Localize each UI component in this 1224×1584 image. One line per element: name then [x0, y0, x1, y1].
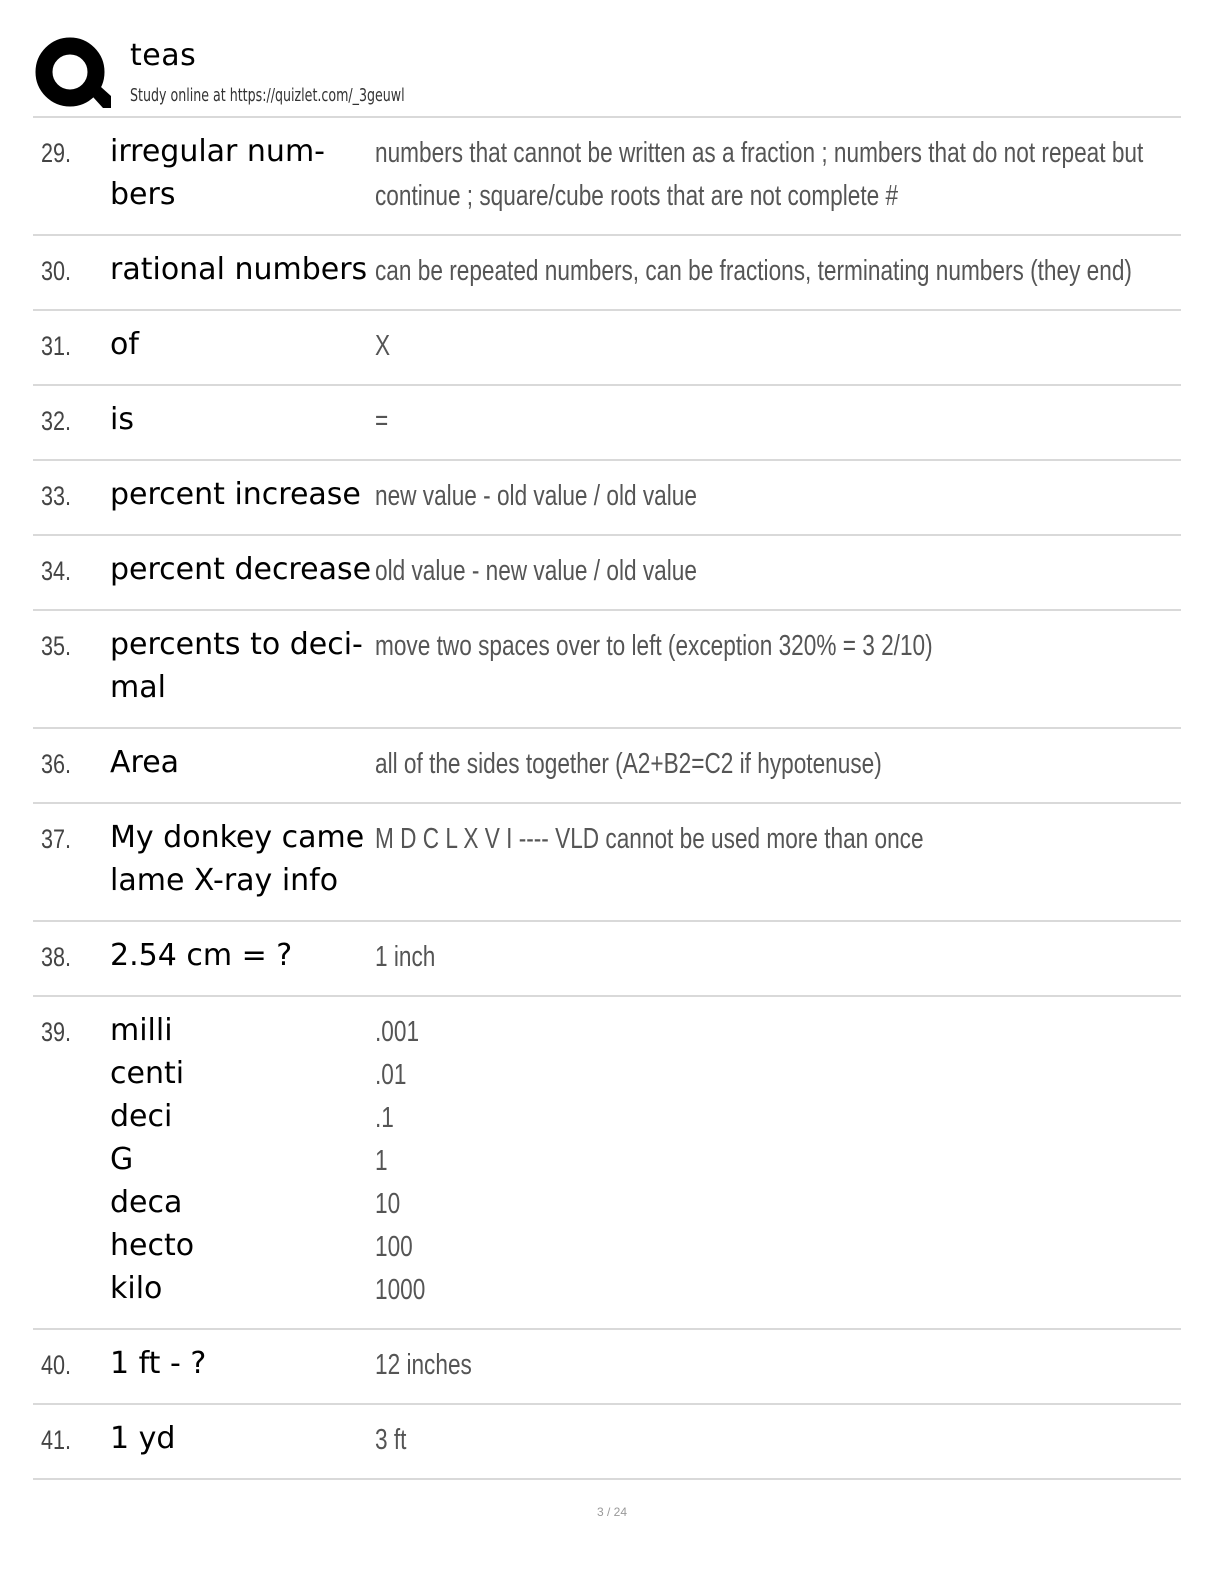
definition-line: =	[375, 405, 389, 437]
term-line: of	[110, 327, 139, 362]
card-definition	[375, 475, 1155, 518]
term-line: is	[110, 402, 134, 437]
flashcard-row	[33, 611, 1181, 729]
deck-title: teas	[130, 38, 197, 73]
flashcard-row	[33, 1330, 1181, 1405]
term-line: 1 ft - ?	[110, 1346, 207, 1381]
card-number: 39.	[41, 1017, 72, 1047]
term-line: milli	[110, 1013, 173, 1048]
term-line: Area	[110, 745, 180, 780]
card-definition	[375, 325, 1155, 368]
flashcard-row	[33, 236, 1181, 311]
term-line: rational numbers	[110, 252, 368, 287]
term-line: mal	[110, 670, 166, 705]
card-definition	[375, 132, 1155, 218]
study-online-link[interactable]: Study online at https://quizlet.com/_3geuwl	[130, 85, 405, 106]
card-definition	[375, 1011, 1155, 1312]
card-definition	[375, 250, 1155, 293]
flashcard-row	[33, 997, 1181, 1330]
card-definition	[375, 1419, 1155, 1462]
term-line: centi	[110, 1056, 185, 1091]
card-term	[110, 130, 368, 216]
card-number: 41.	[41, 1425, 72, 1455]
flashcard-row	[33, 1405, 1181, 1480]
definition-line: numbers that cannot be written as a fraction ; numbers that do not repeat but	[375, 137, 1144, 169]
term-line: G	[110, 1142, 134, 1177]
term-line: bers	[110, 177, 176, 212]
flashcard-row	[33, 386, 1181, 461]
flashcard-row	[33, 804, 1181, 922]
term-line: My donkey came	[110, 820, 365, 855]
definition-line: 3 ft	[375, 1424, 407, 1456]
definition-line: 1 inch	[375, 941, 436, 973]
term-line: kilo	[110, 1271, 163, 1306]
term-line: percents to deci-	[110, 627, 363, 662]
card-term	[110, 623, 368, 709]
definition-line: .001	[375, 1016, 420, 1048]
card-number: 40.	[41, 1350, 72, 1380]
card-term	[110, 248, 368, 291]
term-line: irregular num-	[110, 134, 325, 169]
term-line: 1 yd	[110, 1421, 176, 1456]
term-line: deci	[110, 1099, 173, 1134]
definition-line: 1	[375, 1145, 388, 1177]
card-term	[110, 1009, 368, 1310]
definition-line: move two spaces over to left (exception 320% = 3 2/10)	[375, 630, 933, 662]
card-number: 31.	[41, 331, 72, 361]
card-definition	[375, 818, 1155, 861]
card-term	[110, 741, 368, 784]
term-line: lame X-ray info	[110, 863, 339, 898]
card-number: 33.	[41, 481, 72, 511]
term-line: deca	[110, 1185, 183, 1220]
definition-line: continue ; square/cube roots that are not complete #	[375, 180, 899, 212]
card-number: 36.	[41, 749, 72, 779]
flashcard-row	[33, 922, 1181, 997]
card-number: 35.	[41, 631, 72, 661]
page-header	[33, 30, 1181, 118]
definition-line: old value - new value / old value	[375, 555, 697, 587]
card-term	[110, 323, 368, 366]
card-definition	[375, 625, 1155, 668]
definition-line: X	[375, 330, 391, 362]
term-line: percent increase	[110, 477, 361, 512]
definition-line: M D C L X V I ---- VLD cannot be used more than once	[375, 823, 924, 855]
card-definition	[375, 550, 1155, 593]
definition-line: all of the sides together (A2+B2=C2 if hypotenuse)	[375, 748, 882, 780]
flashcard-row	[33, 729, 1181, 804]
card-number: 29.	[41, 138, 72, 168]
flashcard-row	[33, 311, 1181, 386]
card-number: 34.	[41, 556, 72, 586]
card-definition	[375, 936, 1155, 979]
card-definition	[375, 400, 1155, 443]
definition-line: 1000	[375, 1274, 426, 1306]
definition-line: .1	[375, 1102, 394, 1134]
card-term	[110, 1417, 368, 1460]
definition-line: new value - old value / old value	[375, 480, 697, 512]
flashcard-row	[33, 118, 1181, 236]
card-term	[110, 1342, 368, 1385]
card-term	[110, 934, 368, 977]
flashcard-row	[33, 461, 1181, 536]
term-line: 2.54 cm = ?	[110, 938, 293, 973]
term-line: percent decrease	[110, 552, 372, 587]
flashcard-list	[33, 118, 1181, 1480]
card-definition	[375, 743, 1155, 786]
flashcard-row	[33, 536, 1181, 611]
definition-line: .01	[375, 1059, 407, 1091]
card-definition	[375, 1344, 1155, 1387]
term-line: hecto	[110, 1228, 195, 1263]
card-term	[110, 816, 368, 902]
card-number: 37.	[41, 824, 72, 854]
card-number: 32.	[41, 406, 72, 436]
quizlet-q-logo-icon	[33, 34, 111, 112]
card-term	[110, 398, 368, 441]
card-term	[110, 548, 372, 591]
card-number: 38.	[41, 942, 72, 972]
card-term	[110, 473, 368, 516]
card-number: 30.	[41, 256, 72, 286]
definition-line: can be repeated numbers, can be fractions, terminating numbers (they end)	[375, 255, 1132, 287]
definition-line: 10	[375, 1188, 401, 1220]
definition-line: 12 inches	[375, 1349, 472, 1381]
definition-line: 100	[375, 1231, 413, 1263]
page-indicator: 3 / 24	[596, 1505, 628, 1519]
